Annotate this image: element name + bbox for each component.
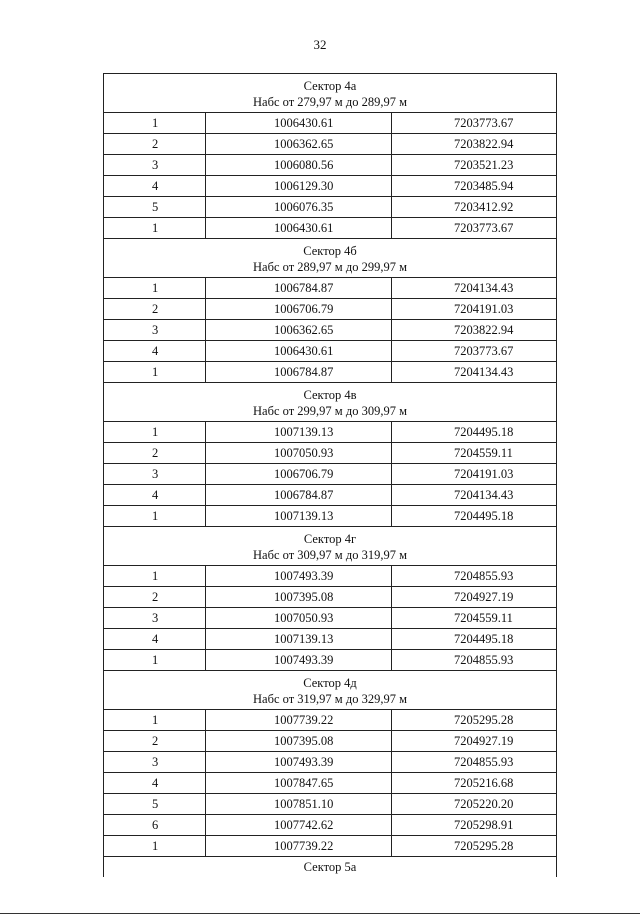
x-coordinate-cell: 1007493.39	[206, 566, 392, 587]
x-coordinate-cell: 1006784.87	[206, 278, 392, 299]
sector-height-range: Набс от 289,97 м до 299,97 м	[253, 260, 407, 274]
coordinate-row	[104, 197, 557, 218]
point-number-cell: 1	[104, 278, 206, 299]
y-coordinate-cell: 7205220.20	[392, 794, 557, 815]
trailing-sector-header-row	[104, 857, 557, 878]
y-coordinate-cell: 7203822.94	[392, 134, 557, 155]
x-coordinate-cell: 1006430.61	[206, 218, 392, 239]
point-number-cell: 5	[104, 197, 206, 218]
y-coordinate-cell: 7203521.23	[392, 155, 557, 176]
point-number-cell: 1	[104, 113, 206, 134]
y-coordinate-cell: 7203412.92	[392, 197, 557, 218]
y-coordinate-cell: 7204495.18	[392, 422, 557, 443]
coordinate-row	[104, 464, 557, 485]
y-coordinate-cell: 7204134.43	[392, 485, 557, 506]
point-number-cell: 1	[104, 362, 206, 383]
coordinate-row	[104, 815, 557, 836]
sector-height-range: Набс от 299,97 м до 309,97 м	[253, 404, 407, 418]
y-coordinate-cell: 7204191.03	[392, 464, 557, 485]
y-coordinate-cell: 7205295.28	[392, 836, 557, 857]
y-coordinate-cell: 7204495.18	[392, 506, 557, 527]
sector-title: Сектор 4в	[303, 388, 357, 402]
coordinate-row	[104, 773, 557, 794]
x-coordinate-cell: 1006076.35	[206, 197, 392, 218]
sector-title: Сектор 4б	[303, 244, 357, 258]
x-coordinate-cell: 1007050.93	[206, 443, 392, 464]
x-coordinate-cell: 1007493.39	[206, 752, 392, 773]
coordinate-row	[104, 320, 557, 341]
sector-height-range: Набс от 279,97 м до 289,97 м	[253, 95, 407, 109]
point-number-cell: 2	[104, 299, 206, 320]
point-number-cell: 2	[104, 731, 206, 752]
y-coordinate-cell: 7204191.03	[392, 299, 557, 320]
x-coordinate-cell: 1006362.65	[206, 134, 392, 155]
y-coordinate-cell: 7204927.19	[392, 731, 557, 752]
coordinate-row	[104, 299, 557, 320]
sector-header-row	[104, 239, 557, 278]
sector-header-row	[104, 74, 557, 113]
y-coordinate-cell: 7204134.43	[392, 278, 557, 299]
x-coordinate-cell: 1007742.62	[206, 815, 392, 836]
x-coordinate-cell: 1007493.39	[206, 650, 392, 671]
y-coordinate-cell: 7205298.91	[392, 815, 557, 836]
coordinate-row	[104, 506, 557, 527]
point-number-cell: 1	[104, 218, 206, 239]
coordinate-row	[104, 485, 557, 506]
sector-title: Сектор 4г	[303, 532, 357, 546]
point-number-cell: 4	[104, 176, 206, 197]
point-number-cell: 1	[104, 566, 206, 587]
point-number-cell: 5	[104, 794, 206, 815]
sector-header-row	[104, 527, 557, 566]
sector-header	[104, 239, 557, 278]
coordinate-row	[104, 710, 557, 731]
coordinate-row	[104, 587, 557, 608]
x-coordinate-cell: 1006784.87	[206, 485, 392, 506]
x-coordinate-cell: 1007739.22	[206, 836, 392, 857]
x-coordinate-cell: 1006129.30	[206, 176, 392, 197]
point-number-cell: 1	[104, 506, 206, 527]
y-coordinate-cell: 7204855.93	[392, 650, 557, 671]
sector-header-row	[104, 383, 557, 422]
point-number-cell: 2	[104, 587, 206, 608]
sector-header	[104, 383, 557, 422]
point-number-cell: 4	[104, 485, 206, 506]
coordinate-row	[104, 422, 557, 443]
coordinate-row	[104, 836, 557, 857]
sector-header-row	[104, 671, 557, 710]
coordinate-row	[104, 443, 557, 464]
sector-header	[104, 527, 557, 566]
x-coordinate-cell: 1006430.61	[206, 113, 392, 134]
coordinate-row	[104, 218, 557, 239]
y-coordinate-cell: 7205295.28	[392, 710, 557, 731]
point-number-cell: 6	[104, 815, 206, 836]
coordinate-row	[104, 155, 557, 176]
coordinate-row	[104, 608, 557, 629]
y-coordinate-cell: 7204559.11	[392, 443, 557, 464]
point-number-cell: 3	[104, 320, 206, 341]
x-coordinate-cell: 1007395.08	[206, 587, 392, 608]
x-coordinate-cell: 1006706.79	[206, 464, 392, 485]
x-coordinate-cell: 1006430.61	[206, 341, 392, 362]
point-number-cell: 3	[104, 752, 206, 773]
point-number-cell: 4	[104, 629, 206, 650]
coordinate-row	[104, 731, 557, 752]
point-number-cell: 1	[104, 422, 206, 443]
x-coordinate-cell: 1007050.93	[206, 608, 392, 629]
x-coordinate-cell: 1006362.65	[206, 320, 392, 341]
point-number-cell: 2	[104, 443, 206, 464]
point-number-cell: 4	[104, 341, 206, 362]
y-coordinate-cell: 7205216.68	[392, 773, 557, 794]
y-coordinate-cell: 7204495.18	[392, 629, 557, 650]
y-coordinate-cell: 7204927.19	[392, 587, 557, 608]
y-coordinate-cell: 7203485.94	[392, 176, 557, 197]
point-number-cell: 1	[104, 836, 206, 857]
x-coordinate-cell: 1006080.56	[206, 155, 392, 176]
y-coordinate-cell: 7203773.67	[392, 218, 557, 239]
point-number-cell: 3	[104, 155, 206, 176]
trailing-sector-title: Сектор 5а	[104, 857, 557, 878]
x-coordinate-cell: 1007851.10	[206, 794, 392, 815]
sector-title: Сектор 4а	[303, 79, 357, 93]
x-coordinate-cell: 1007847.65	[206, 773, 392, 794]
x-coordinate-cell: 1007139.13	[206, 629, 392, 650]
point-number-cell: 1	[104, 710, 206, 731]
coordinate-row	[104, 113, 557, 134]
x-coordinate-cell: 1006706.79	[206, 299, 392, 320]
point-number-cell: 1	[104, 650, 206, 671]
x-coordinate-cell: 1007739.22	[206, 710, 392, 731]
coordinate-row	[104, 794, 557, 815]
x-coordinate-cell: 1007139.13	[206, 506, 392, 527]
x-coordinate-cell: 1006784.87	[206, 362, 392, 383]
coordinate-row	[104, 362, 557, 383]
y-coordinate-cell: 7204855.93	[392, 566, 557, 587]
y-coordinate-cell: 7204134.43	[392, 362, 557, 383]
y-coordinate-cell: 7203773.67	[392, 341, 557, 362]
point-number-cell: 2	[104, 134, 206, 155]
y-coordinate-cell: 7204559.11	[392, 608, 557, 629]
coordinate-row	[104, 278, 557, 299]
page-number: 32	[313, 37, 327, 52]
point-number-cell: 4	[104, 773, 206, 794]
coordinates-table	[103, 73, 557, 877]
coordinate-row	[104, 629, 557, 650]
y-coordinate-cell: 7203822.94	[392, 320, 557, 341]
coordinate-row	[104, 341, 557, 362]
coordinate-row	[104, 566, 557, 587]
coordinates-table-body	[104, 74, 557, 878]
point-number-cell: 3	[104, 464, 206, 485]
point-number-cell: 3	[104, 608, 206, 629]
x-coordinate-cell: 1007139.13	[206, 422, 392, 443]
coordinate-row	[104, 650, 557, 671]
sector-title: Сектор 4д	[303, 676, 357, 690]
sector-height-range: Набс от 319,97 м до 329,97 м	[253, 692, 407, 706]
y-coordinate-cell: 7204855.93	[392, 752, 557, 773]
coordinate-row	[104, 176, 557, 197]
sector-height-range: Набс от 309,97 м до 319,97 м	[253, 548, 407, 562]
x-coordinate-cell: 1007395.08	[206, 731, 392, 752]
coordinate-row	[104, 752, 557, 773]
sector-header	[104, 671, 557, 710]
sector-header	[104, 74, 557, 113]
page-bottom-border	[0, 913, 640, 914]
y-coordinate-cell: 7203773.67	[392, 113, 557, 134]
coordinate-row	[104, 134, 557, 155]
